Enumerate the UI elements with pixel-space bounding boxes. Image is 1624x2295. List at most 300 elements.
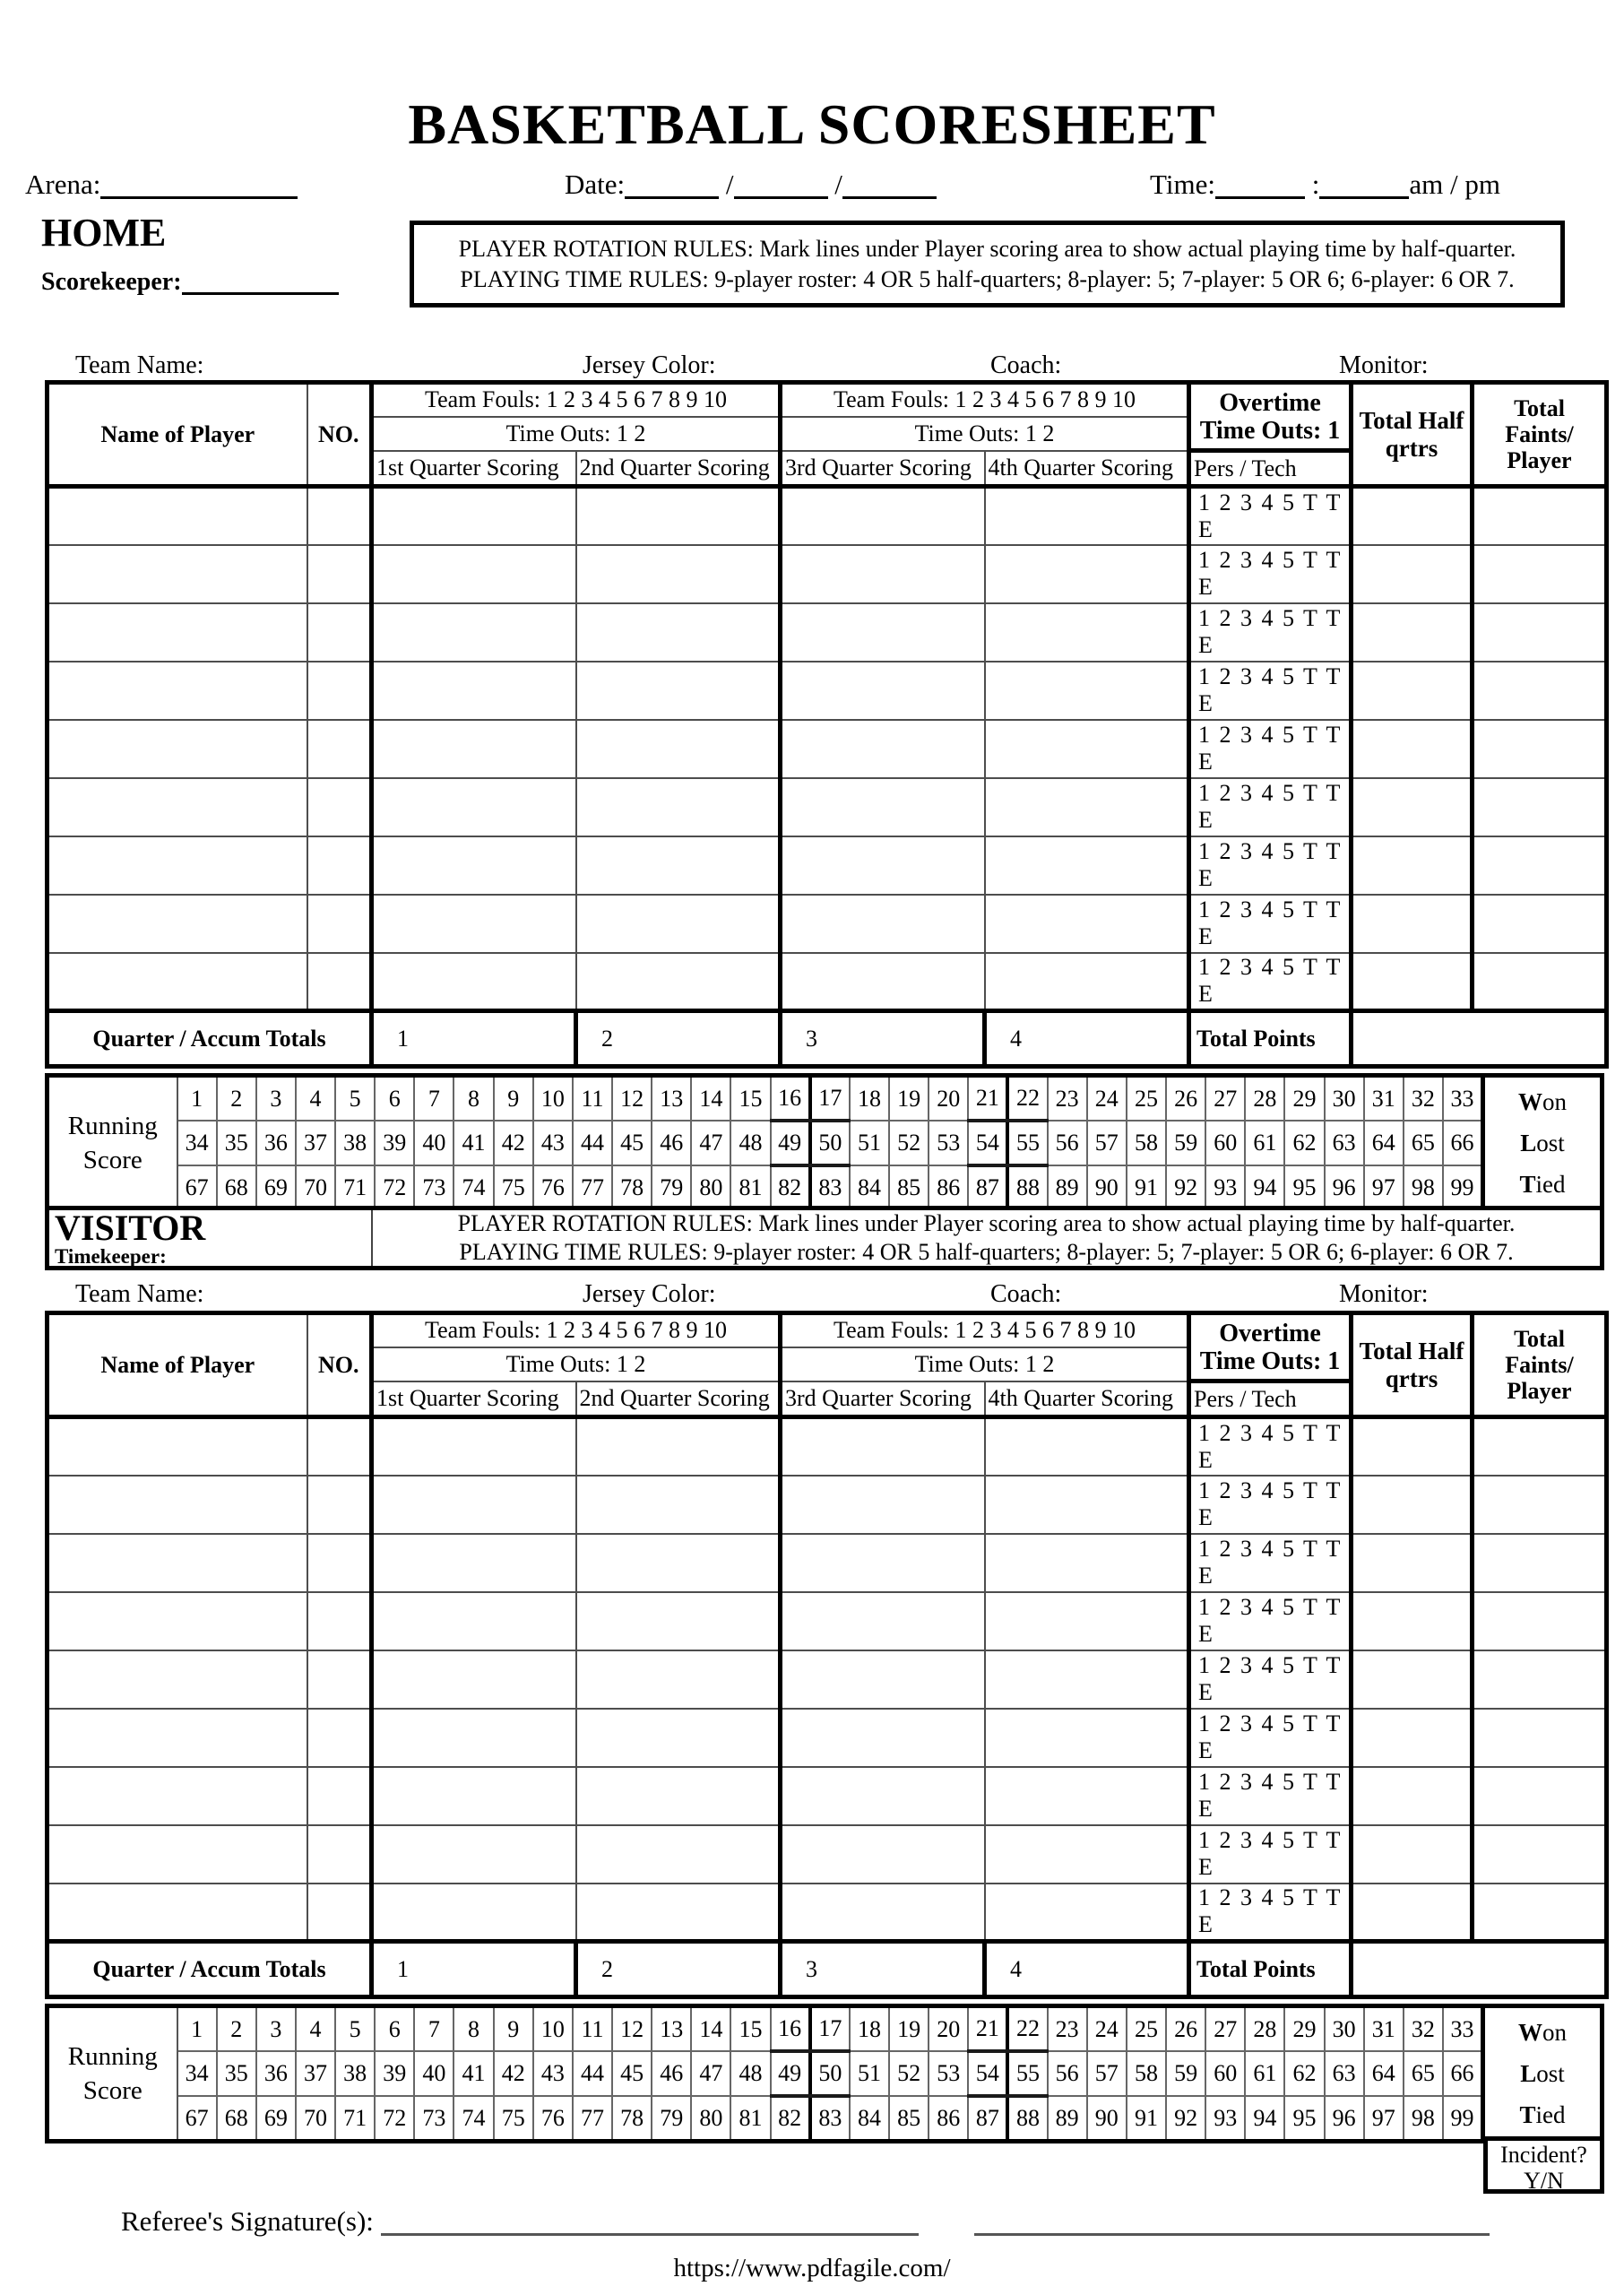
running-score-cell[interactable]: 31 [1364,2006,1404,2052]
quarter-1-total-cell[interactable]: 1 [372,1011,576,1067]
pers-tech-fouls-cell[interactable]: 1 2 3 4 5 T T E [1189,1709,1352,1767]
running-score-cell[interactable]: 30 [1325,1076,1364,1122]
running-score-cell[interactable]: 81 [730,1165,770,1211]
q2-scoring-cell[interactable] [576,1650,781,1709]
running-score-cell[interactable]: 92 [1166,2096,1205,2142]
running-score-cell[interactable]: 75 [494,2096,533,2142]
running-score-cell[interactable]: 26 [1166,1076,1205,1122]
running-score-cell[interactable]: 1 [177,1076,217,1122]
running-score-cell[interactable]: 16 [771,2006,810,2052]
total-half-qrtrs-cell[interactable] [1352,1650,1473,1709]
player-name-cell[interactable] [48,1709,307,1767]
total-faints-cell[interactable] [1473,1592,1607,1650]
running-score-cell[interactable]: 64 [1364,1121,1404,1165]
running-score-cell[interactable]: 80 [691,2096,730,2142]
running-score-cell[interactable]: 95 [1284,2096,1324,2142]
running-score-cell[interactable]: 40 [414,1121,454,1165]
running-score-cell[interactable]: 43 [533,2051,573,2096]
player-no-cell[interactable] [307,836,372,895]
running-score-cell[interactable]: 21 [968,1076,1007,1122]
running-score-cell[interactable]: 34 [177,1121,217,1165]
q1-scoring-cell[interactable] [372,1534,576,1592]
running-score-cell[interactable]: 83 [810,2096,850,2142]
running-score-cell[interactable]: 85 [889,1165,929,1211]
running-score-cell[interactable]: 60 [1205,1121,1245,1165]
player-name-cell[interactable] [48,545,307,603]
running-score-cell[interactable]: 41 [454,1121,493,1165]
player-no-cell[interactable] [307,778,372,836]
q2-scoring-cell[interactable] [576,1476,781,1534]
quarter-3-total-cell[interactable]: 3 [781,1942,985,1997]
total-faints-cell[interactable] [1473,545,1607,603]
total-half-qrtrs-cell[interactable] [1352,778,1473,836]
total-faints-cell[interactable] [1473,1417,1607,1476]
running-score-cell[interactable]: 24 [1087,2006,1127,2052]
running-score-cell[interactable]: 90 [1087,1165,1127,1211]
running-score-cell[interactable]: 84 [850,1165,889,1211]
player-name-cell[interactable] [48,836,307,895]
running-score-cell[interactable]: 23 [1048,1076,1087,1122]
player-name-cell[interactable] [48,487,307,545]
running-score-cell[interactable]: 10 [533,2006,573,2052]
running-score-cell[interactable]: 59 [1166,2051,1205,2096]
q4-scoring-cell[interactable] [985,1767,1189,1825]
running-score-cell[interactable]: 35 [217,1121,256,1165]
running-score-cell[interactable]: 48 [730,2051,770,2096]
time-minute-fill-line[interactable] [1319,169,1409,199]
running-score-cell[interactable]: 56 [1048,2051,1087,2096]
player-no-cell[interactable] [307,1709,372,1767]
running-score-cell[interactable]: 54 [968,1121,1007,1165]
total-faints-cell[interactable] [1473,720,1607,778]
running-score-cell[interactable]: 3 [256,1076,296,1122]
total-half-qrtrs-cell[interactable] [1352,720,1473,778]
q4-scoring-cell[interactable] [985,720,1189,778]
running-score-cell[interactable]: 39 [375,1121,414,1165]
running-score-cell[interactable]: 76 [533,2096,573,2142]
running-score-cell[interactable]: 2 [217,2006,256,2052]
q2-scoring-cell[interactable] [576,1767,781,1825]
pers-tech-fouls-cell[interactable]: 1 2 3 4 5 T T E [1189,720,1352,778]
player-no-cell[interactable] [307,487,372,545]
running-score-cell[interactable]: 49 [771,2051,810,2096]
running-score-cell[interactable]: 71 [335,2096,375,2142]
date-year-fill-line[interactable] [842,169,937,199]
q3-scoring-cell[interactable] [781,662,985,720]
q2-scoring-cell[interactable] [576,1825,781,1884]
running-score-cell[interactable]: 69 [256,1165,296,1211]
running-score-cell[interactable]: 50 [810,2051,850,2096]
running-score-cell[interactable]: 28 [1245,2006,1284,2052]
player-no-cell[interactable] [307,1825,372,1884]
running-score-cell[interactable]: 74 [454,1165,493,1211]
total-points-cell[interactable] [1352,1011,1607,1067]
q4-scoring-cell[interactable] [985,1534,1189,1592]
running-score-cell[interactable]: 6 [375,2006,414,2052]
player-no-cell[interactable] [307,1884,372,1942]
quarter-3-total-cell[interactable]: 3 [781,1011,985,1067]
pers-tech-fouls-cell[interactable]: 1 2 3 4 5 T T E [1189,1417,1352,1476]
running-score-cell[interactable]: 91 [1127,1165,1166,1211]
running-score-cell[interactable]: 38 [335,2051,375,2096]
running-score-cell[interactable]: 37 [296,2051,335,2096]
q3-scoring-cell[interactable] [781,1592,985,1650]
running-score-cell[interactable]: 66 [1443,1121,1483,1165]
q1-scoring-cell[interactable] [372,1884,576,1942]
running-score-cell[interactable]: 55 [1007,2051,1047,2096]
running-score-cell[interactable]: 69 [256,2096,296,2142]
total-faints-cell[interactable] [1473,1534,1607,1592]
running-score-cell[interactable]: 23 [1048,2006,1087,2052]
referee-signature-fill-line-2[interactable] [974,2205,1490,2236]
q1-scoring-cell[interactable] [372,1417,576,1476]
q3-scoring-cell[interactable] [781,778,985,836]
player-name-cell[interactable] [48,1884,307,1942]
running-score-cell[interactable]: 45 [612,2051,652,2096]
pers-tech-fouls-cell[interactable]: 1 2 3 4 5 T T E [1189,487,1352,545]
running-score-cell[interactable]: 46 [652,2051,691,2096]
running-score-cell[interactable]: 13 [652,1076,691,1122]
running-score-cell[interactable]: 13 [652,2006,691,2052]
running-score-cell[interactable]: 51 [850,2051,889,2096]
total-faints-cell[interactable] [1473,778,1607,836]
result-tied-label[interactable]: Tied [1519,2101,1566,2128]
running-score-cell[interactable]: 91 [1127,2096,1166,2142]
running-score-cell[interactable]: 33 [1443,2006,1483,2052]
q1-scoring-cell[interactable] [372,545,576,603]
player-name-cell[interactable] [48,1650,307,1709]
running-score-cell[interactable]: 98 [1404,2096,1443,2142]
running-score-cell[interactable]: 5 [335,2006,375,2052]
scorekeeper-fill-line[interactable] [182,267,339,295]
running-score-cell[interactable]: 25 [1127,2006,1166,2052]
running-score-cell[interactable]: 64 [1364,2051,1404,2096]
q3-scoring-cell[interactable] [781,545,985,603]
running-score-cell[interactable]: 11 [573,2006,612,2052]
q1-scoring-cell[interactable] [372,1825,576,1884]
running-score-cell[interactable]: 42 [494,2051,533,2096]
player-name-cell[interactable] [48,1476,307,1534]
q3-scoring-cell[interactable] [781,1767,985,1825]
incident-box[interactable] [1483,2136,1604,2194]
player-no-cell[interactable] [307,720,372,778]
result-won-label[interactable]: Won [1518,2019,1567,2046]
q1-scoring-cell[interactable] [372,1709,576,1767]
running-score-cell[interactable]: 6 [375,1076,414,1122]
q1-scoring-cell[interactable] [372,487,576,545]
player-no-cell[interactable] [307,1417,372,1476]
q4-scoring-cell[interactable] [985,1825,1189,1884]
total-half-qrtrs-cell[interactable] [1352,487,1473,545]
pers-tech-fouls-cell[interactable]: 1 2 3 4 5 T T E [1189,1884,1352,1942]
running-score-cell[interactable]: 4 [296,2006,335,2052]
running-score-cell[interactable]: 9 [494,2006,533,2052]
running-score-cell[interactable]: 17 [810,1076,850,1122]
running-score-cell[interactable]: 50 [810,1121,850,1165]
footer-url[interactable]: https://www.pdfagile.com/ [673,2254,951,2282]
running-score-cell[interactable]: 28 [1245,1076,1284,1122]
running-score-cell[interactable]: 53 [929,1121,968,1165]
total-half-qrtrs-cell[interactable] [1352,1476,1473,1534]
running-score-cell[interactable]: 99 [1443,1165,1483,1211]
q4-scoring-cell[interactable] [985,662,1189,720]
player-no-cell[interactable] [307,1476,372,1534]
total-half-qrtrs-cell[interactable] [1352,1534,1473,1592]
q4-scoring-cell[interactable] [985,953,1189,1011]
q1-scoring-cell[interactable] [372,1650,576,1709]
running-score-cell[interactable]: 94 [1245,2096,1284,2142]
total-faints-cell[interactable] [1473,836,1607,895]
total-half-qrtrs-cell[interactable] [1352,1417,1473,1476]
quarter-2-total-cell[interactable]: 2 [576,1011,781,1067]
running-score-cell[interactable]: 78 [612,2096,652,2142]
quarter-2-total-cell[interactable]: 2 [576,1942,781,1997]
running-score-cell[interactable]: 63 [1325,2051,1364,2096]
running-score-cell[interactable]: 99 [1443,2096,1483,2142]
running-score-cell[interactable]: 89 [1048,2096,1087,2142]
running-score-cell[interactable]: 82 [771,2096,810,2142]
player-name-cell[interactable] [48,1534,307,1592]
arena-fill-line[interactable] [100,169,298,199]
running-score-cell[interactable]: 70 [296,1165,335,1211]
q2-scoring-cell[interactable] [576,895,781,953]
running-score-cell[interactable]: 43 [533,1121,573,1165]
running-score-cell[interactable]: 85 [889,2096,929,2142]
q1-scoring-cell[interactable] [372,953,576,1011]
running-score-cell[interactable]: 36 [256,2051,296,2096]
running-score-cell[interactable]: 38 [335,1121,375,1165]
running-score-cell[interactable]: 30 [1325,2006,1364,2052]
q1-scoring-cell[interactable] [372,662,576,720]
q3-scoring-cell[interactable] [781,1417,985,1476]
running-score-cell[interactable]: 27 [1205,2006,1245,2052]
q2-scoring-cell[interactable] [576,1534,781,1592]
quarter-4-total-cell[interactable]: 4 [985,1942,1189,1997]
q4-scoring-cell[interactable] [985,836,1189,895]
running-score-cell[interactable]: 72 [375,1165,414,1211]
q4-scoring-cell[interactable] [985,1476,1189,1534]
referee-signature-fill-line-1[interactable] [381,2205,919,2236]
player-name-cell[interactable] [48,1825,307,1884]
running-score-cell[interactable]: 49 [771,1121,810,1165]
pers-tech-fouls-cell[interactable]: 1 2 3 4 5 T T E [1189,836,1352,895]
q1-scoring-cell[interactable] [372,1767,576,1825]
running-score-cell[interactable]: 16 [771,1076,810,1122]
running-score-cell[interactable]: 42 [494,1121,533,1165]
q3-scoring-cell[interactable] [781,1709,985,1767]
running-score-cell[interactable]: 2 [217,1076,256,1122]
pers-tech-fouls-cell[interactable]: 1 2 3 4 5 T T E [1189,1534,1352,1592]
q1-scoring-cell[interactable] [372,1476,576,1534]
running-score-cell[interactable]: 47 [691,2051,730,2096]
running-score-cell[interactable]: 18 [850,2006,889,2052]
running-score-cell[interactable]: 18 [850,1076,889,1122]
running-score-cell[interactable]: 47 [691,1121,730,1165]
player-name-cell[interactable] [48,1417,307,1476]
running-score-cell[interactable]: 88 [1007,1165,1047,1211]
q1-scoring-cell[interactable] [372,778,576,836]
q3-scoring-cell[interactable] [781,1650,985,1709]
running-score-cell[interactable]: 81 [730,2096,770,2142]
total-points-cell[interactable] [1352,1942,1607,1997]
running-score-cell[interactable]: 11 [573,1076,612,1122]
running-score-cell[interactable]: 3 [256,2006,296,2052]
total-half-qrtrs-cell[interactable] [1352,603,1473,662]
running-score-cell[interactable]: 73 [414,2096,454,2142]
running-score-cell[interactable]: 86 [929,1165,968,1211]
pers-tech-fouls-cell[interactable]: 1 2 3 4 5 T T E [1189,1767,1352,1825]
running-score-cell[interactable]: 66 [1443,2051,1483,2096]
running-score-cell[interactable]: 61 [1245,2051,1284,2096]
q2-scoring-cell[interactable] [576,1592,781,1650]
running-score-cell[interactable]: 79 [652,2096,691,2142]
result-won-label[interactable]: Won [1518,1088,1567,1115]
q3-scoring-cell[interactable] [781,1825,985,1884]
running-score-cell[interactable]: 32 [1404,2006,1443,2052]
total-faints-cell[interactable] [1473,662,1607,720]
running-score-cell[interactable]: 90 [1087,2096,1127,2142]
running-score-cell[interactable]: 5 [335,1076,375,1122]
q4-scoring-cell[interactable] [985,1884,1189,1942]
running-score-cell[interactable]: 84 [850,2096,889,2142]
running-score-cell[interactable]: 9 [494,1076,533,1122]
q3-scoring-cell[interactable] [781,720,985,778]
running-score-cell[interactable]: 89 [1048,1165,1087,1211]
pers-tech-fouls-cell[interactable]: 1 2 3 4 5 T T E [1189,778,1352,836]
result-lost-label[interactable]: Lost [1520,2060,1565,2087]
running-score-cell[interactable]: 67 [177,1165,217,1211]
total-faints-cell[interactable] [1473,1709,1607,1767]
pers-tech-fouls-cell[interactable]: 1 2 3 4 5 T T E [1189,895,1352,953]
running-score-cell[interactable]: 39 [375,2051,414,2096]
running-score-cell[interactable]: 21 [968,2006,1007,2052]
q4-scoring-cell[interactable] [985,545,1189,603]
running-score-cell[interactable]: 26 [1166,2006,1205,2052]
running-score-cell[interactable]: 94 [1245,1165,1284,1211]
running-score-cell[interactable]: 63 [1325,1121,1364,1165]
running-score-cell[interactable]: 72 [375,2096,414,2142]
result-lost-label[interactable]: Lost [1520,1130,1565,1156]
total-faints-cell[interactable] [1473,487,1607,545]
q3-scoring-cell[interactable] [781,1884,985,1942]
player-name-cell[interactable] [48,895,307,953]
running-score-cell[interactable]: 58 [1127,1121,1166,1165]
q2-scoring-cell[interactable] [576,545,781,603]
running-score-cell[interactable]: 97 [1364,1165,1404,1211]
total-faints-cell[interactable] [1473,603,1607,662]
running-score-cell[interactable]: 73 [414,1165,454,1211]
player-no-cell[interactable] [307,1650,372,1709]
q2-scoring-cell[interactable] [576,603,781,662]
total-half-qrtrs-cell[interactable] [1352,1825,1473,1884]
running-score-cell[interactable]: 22 [1007,2006,1047,2052]
result-tied-label[interactable]: Tied [1519,1171,1566,1198]
total-half-qrtrs-cell[interactable] [1352,953,1473,1011]
running-score-cell[interactable]: 58 [1127,2051,1166,2096]
pers-tech-fouls-cell[interactable]: 1 2 3 4 5 T T E [1189,953,1352,1011]
q2-scoring-cell[interactable] [576,720,781,778]
running-score-cell[interactable]: 79 [652,1165,691,1211]
running-score-cell[interactable]: 36 [256,1121,296,1165]
date-month-fill-line[interactable] [625,169,719,199]
q3-scoring-cell[interactable] [781,1534,985,1592]
running-score-cell[interactable]: 31 [1364,1076,1404,1122]
running-score-cell[interactable]: 82 [771,1165,810,1211]
running-score-cell[interactable]: 4 [296,1076,335,1122]
running-score-cell[interactable]: 35 [217,2051,256,2096]
running-score-cell[interactable]: 27 [1205,1076,1245,1122]
pers-tech-fouls-cell[interactable]: 1 2 3 4 5 T T E [1189,662,1352,720]
q4-scoring-cell[interactable] [985,487,1189,545]
player-name-cell[interactable] [48,603,307,662]
running-score-cell[interactable]: 75 [494,1165,533,1211]
running-score-cell[interactable]: 24 [1087,1076,1127,1122]
running-score-cell[interactable]: 20 [929,2006,968,2052]
player-no-cell[interactable] [307,1534,372,1592]
running-score-cell[interactable]: 86 [929,2096,968,2142]
running-score-cell[interactable]: 7 [414,1076,454,1122]
q4-scoring-cell[interactable] [985,778,1189,836]
q4-scoring-cell[interactable] [985,1417,1189,1476]
running-score-cell[interactable]: 62 [1284,1121,1324,1165]
q3-scoring-cell[interactable] [781,953,985,1011]
player-no-cell[interactable] [307,1592,372,1650]
running-score-cell[interactable]: 15 [730,2006,770,2052]
running-score-cell[interactable]: 10 [533,1076,573,1122]
running-score-cell[interactable]: 12 [612,1076,652,1122]
running-score-cell[interactable]: 34 [177,2051,217,2096]
pers-tech-fouls-cell[interactable]: 1 2 3 4 5 T T E [1189,1825,1352,1884]
running-score-cell[interactable]: 40 [414,2051,454,2096]
running-score-cell[interactable]: 8 [454,2006,493,2052]
running-score-cell[interactable]: 77 [573,1165,612,1211]
running-score-cell[interactable]: 46 [652,1121,691,1165]
running-score-cell[interactable]: 98 [1404,1165,1443,1211]
running-score-cell[interactable]: 19 [889,2006,929,2052]
running-score-cell[interactable]: 93 [1205,1165,1245,1211]
q2-scoring-cell[interactable] [576,487,781,545]
running-score-cell[interactable]: 44 [573,1121,612,1165]
player-name-cell[interactable] [48,662,307,720]
player-name-cell[interactable] [48,953,307,1011]
running-score-cell[interactable]: 55 [1007,1121,1047,1165]
total-half-qrtrs-cell[interactable] [1352,1767,1473,1825]
total-faints-cell[interactable] [1473,1767,1607,1825]
q1-scoring-cell[interactable] [372,836,576,895]
player-name-cell[interactable] [48,1592,307,1650]
running-score-cell[interactable]: 87 [968,1165,1007,1211]
running-score-cell[interactable]: 62 [1284,2051,1324,2096]
running-score-cell[interactable]: 83 [810,1165,850,1211]
player-no-cell[interactable] [307,953,372,1011]
running-score-cell[interactable]: 29 [1284,1076,1324,1122]
q1-scoring-cell[interactable] [372,1592,576,1650]
player-no-cell[interactable] [307,1767,372,1825]
q1-scoring-cell[interactable] [372,720,576,778]
player-no-cell[interactable] [307,895,372,953]
running-score-cell[interactable]: 52 [889,1121,929,1165]
running-score-cell[interactable]: 57 [1087,2051,1127,2096]
total-faints-cell[interactable] [1473,895,1607,953]
total-faints-cell[interactable] [1473,1825,1607,1884]
q4-scoring-cell[interactable] [985,1709,1189,1767]
total-half-qrtrs-cell[interactable] [1352,662,1473,720]
q2-scoring-cell[interactable] [576,836,781,895]
player-name-cell[interactable] [48,720,307,778]
running-score-cell[interactable]: 71 [335,1165,375,1211]
running-score-cell[interactable]: 78 [612,1165,652,1211]
running-score-cell[interactable]: 52 [889,2051,929,2096]
